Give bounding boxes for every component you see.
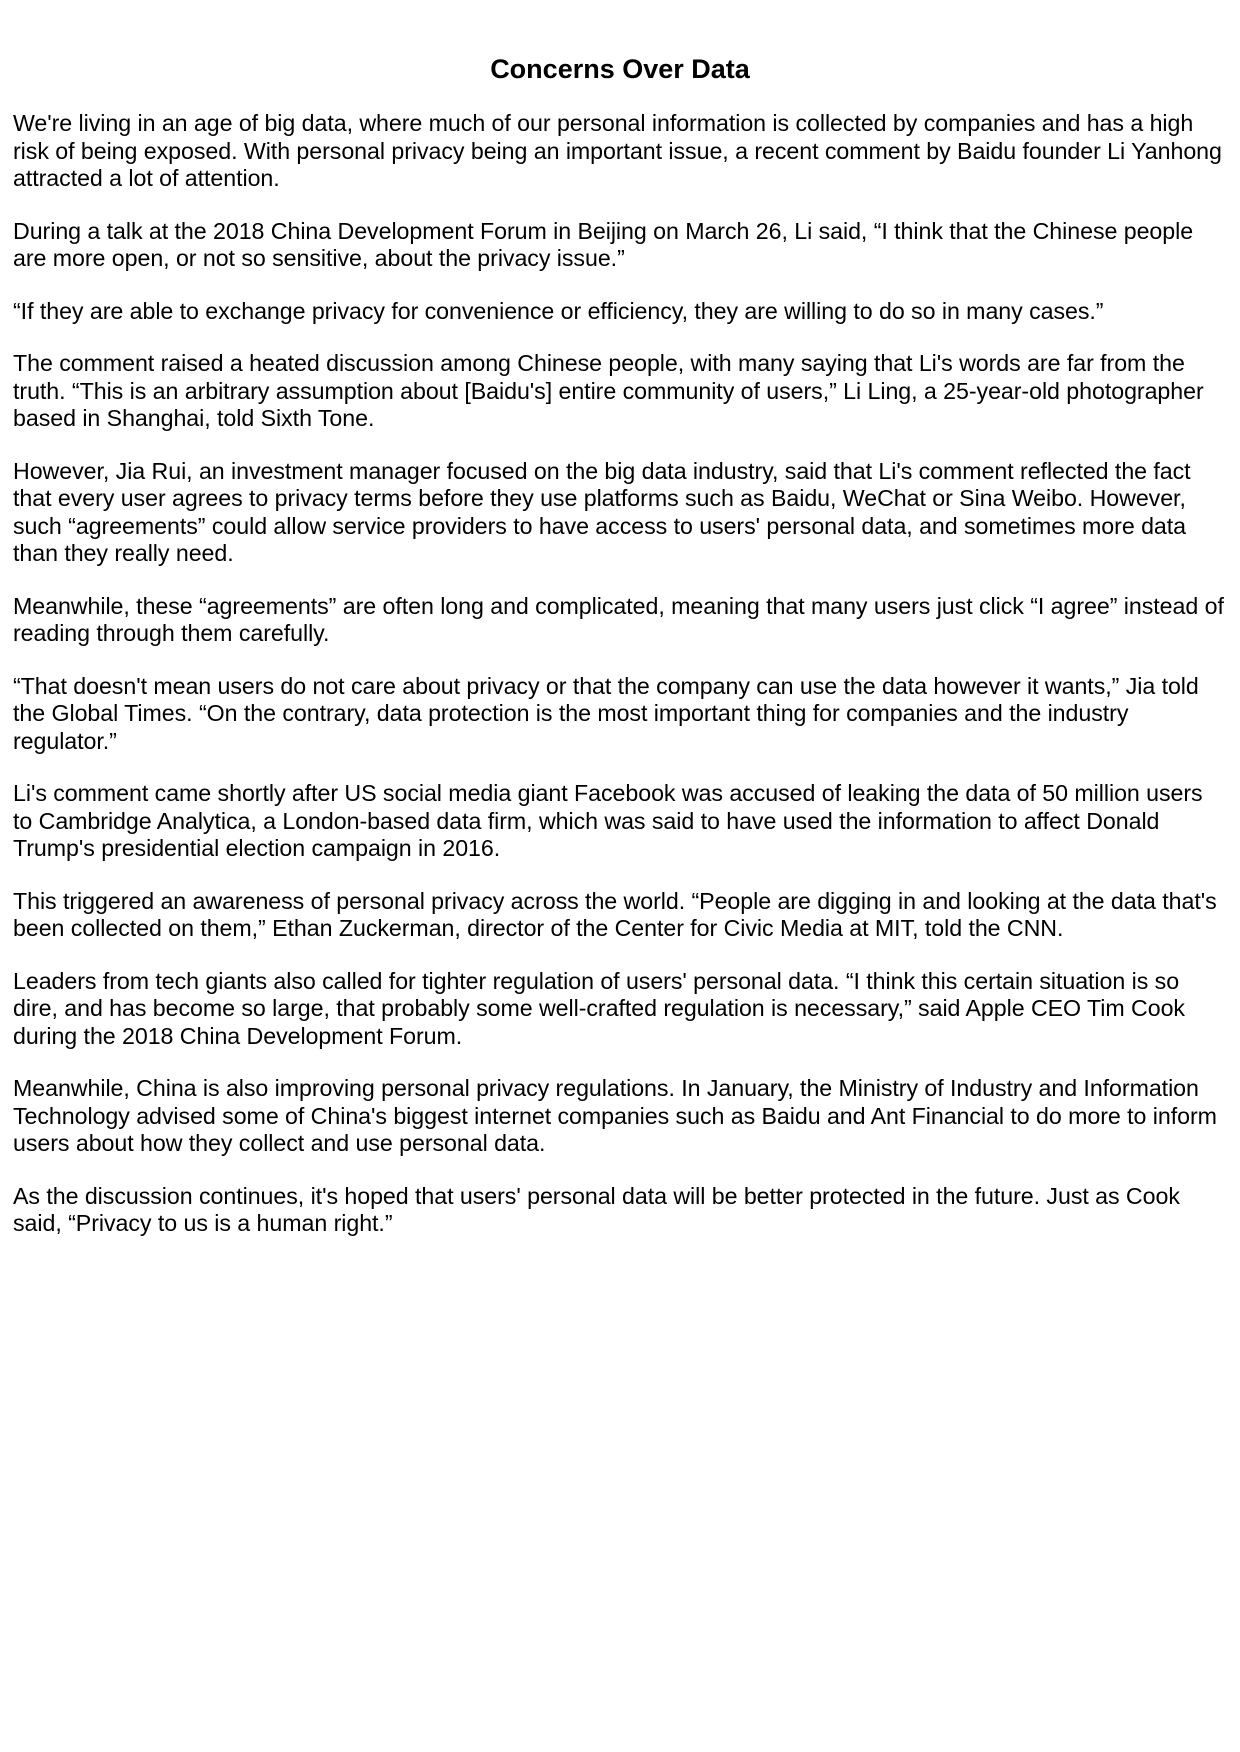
- paragraph-9: This triggered an awareness of personal privacy across the world. “People are digging in and looking at the data that's been collected on them,” Ethan Zuckerman, director of the Center for Civic Media at MIT, told the CNN.: [13, 887, 1217, 941]
- page-title: Concerns Over Data: [490, 54, 750, 84]
- article-body: [13, 110, 1227, 1238]
- paragraph-7: “That doesn't mean users do not care about privacy or that the company can use the data however it wants,” Jia told the Global Times. “On the contrary, data protection is the most important thing for companies and the industry regulator.”: [13, 672, 1199, 754]
- paragraph-3: “If they are able to exchange privacy for convenience or efficiency, they are willing to do so in many cases.”: [13, 297, 1104, 324]
- paragraph-6: Meanwhile, these “agreements” are often long and complicated, meaning that many users just click “I agree” instead of reading through them carefully.: [13, 592, 1224, 646]
- paragraph-12: As the discussion continues, it's hoped that users' personal data will be better protected in the future. Just as Cook said, “Privacy to us is a human right.”: [13, 1182, 1180, 1236]
- paragraph-2: During a talk at the 2018 China Development Forum in Beijing on March 26, Li said, “I think that the Chinese people are more open, or not so sensitive, about the privacy issue.”: [13, 217, 1194, 271]
- paragraph-4: The comment raised a heated discussion among Chinese people, with many saying that Li's words are far from the truth. “This is an arbitrary assumption about [Baidu's] entire community of users,” Li Ling, a 25-year-old photographer based in Shanghai, told Sixth Tone.: [13, 350, 1204, 431]
- paragraph-11: Meanwhile, China is also improving personal privacy regulations. In January, the Ministry of Industry and Information Technology advised some of China's biggest internet companies such as Baidu and Ant Financial to do more to inform users about how they collect and use personal data.: [13, 1075, 1217, 1156]
- paragraph-10: Leaders from tech giants also called for tighter regulation of users' personal data. “I think this certain situation is so dire, and has become so large, that probably some well-crafted regulation is necessary,” said Apple CEO Tim Cook during the 2018 China Development Forum.: [13, 967, 1185, 1049]
- paragraph-5: However, Jia Rui, an investment manager focused on the big data industry, said that Li's comment reflected the fact that every user agrees to privacy terms before they use platforms such as Baidu, WeChat or Sina Weibo. However, such “agreements” could allow service providers to have access to users' personal data, and sometimes more data than they really need.: [13, 457, 1191, 566]
- paragraph-8: Li's comment came shortly after US social media giant Facebook was accused of leaking the data of 50 million users to Cambridge Analytica, a London-based data firm, which was said to have used the information to affect Donald Trump's presidential election campaign in 2016.: [13, 780, 1203, 861]
- paragraph-1: We're living in an age of big data, where much of our personal information is collected by companies and has a high risk of being exposed. With personal privacy being an important issue, a recent comment by Baidu founder Li Yanhong attracted a lot of attention.: [13, 110, 1222, 191]
